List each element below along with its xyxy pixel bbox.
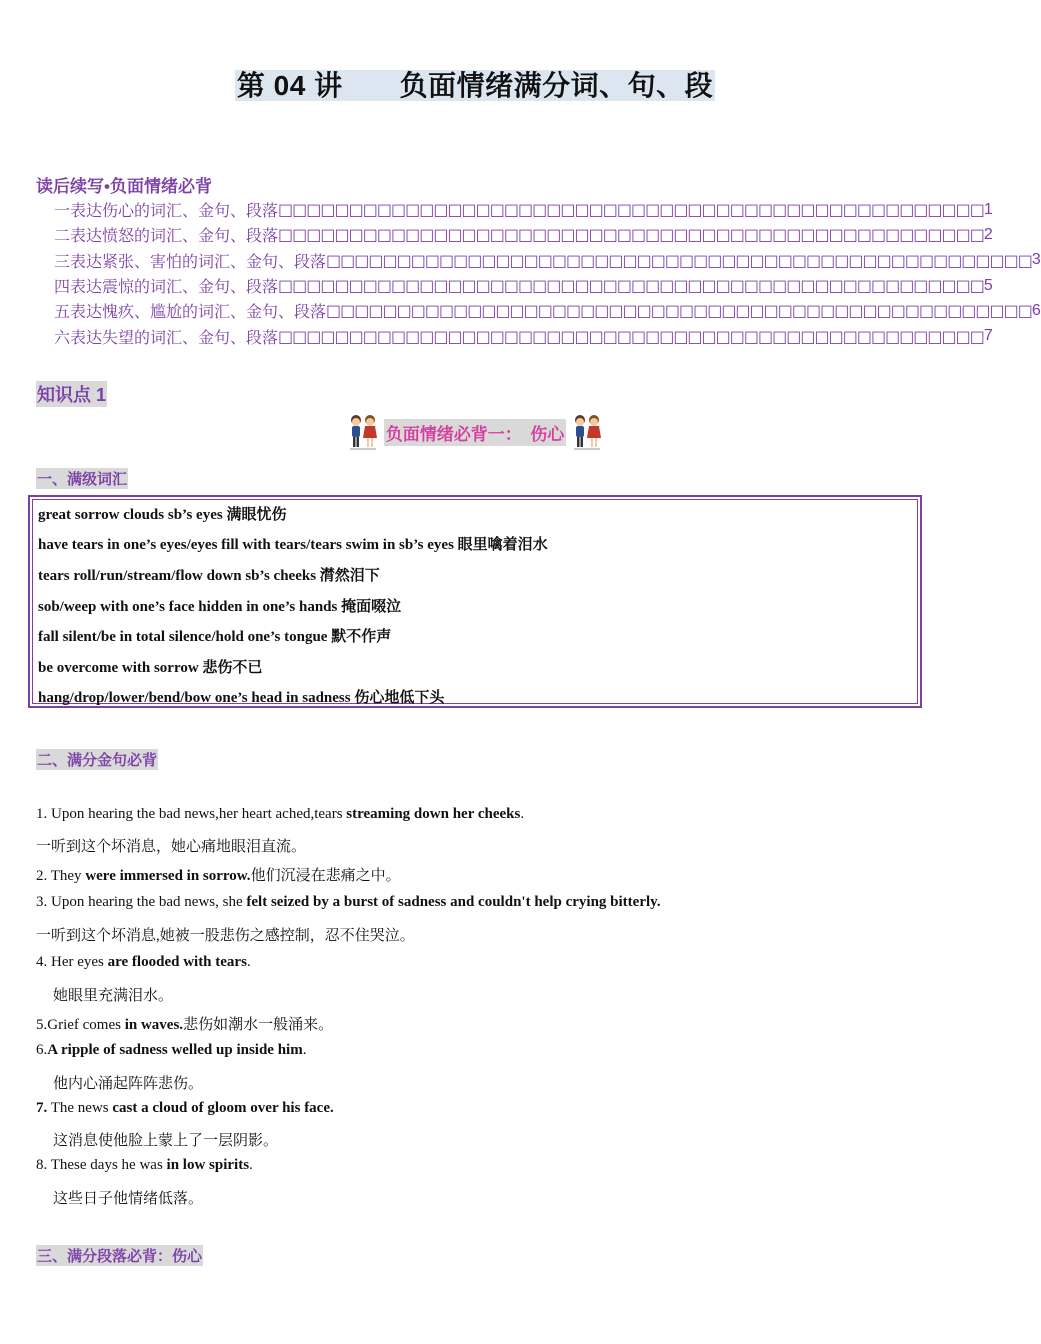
sentence: 7. The news cast a cloud of gloom over his face. bbox=[36, 1100, 334, 1116]
sentence-translation: 她眼里充满泪水。 bbox=[53, 988, 174, 1004]
page-title: 第 04 讲 负面情绪满分词、句、段 bbox=[236, 70, 714, 101]
section-banner bbox=[0, 412, 950, 457]
toc-leader: □□□□□□□□□□□□□□□□□□□□□□□□□□□□□□□□□□□□□□□□□□□□□□□□□□ bbox=[278, 200, 984, 220]
sentence-translation: 一听到这个坏消息，她心痛地眼泪直流。 bbox=[36, 839, 307, 855]
toc-heading: 读后续写•负面情绪必背 bbox=[36, 177, 212, 196]
sentence-translation: 这些日子他情绪低落。 bbox=[53, 1191, 204, 1207]
section-heading-sentences: 二、满分金句必背 bbox=[36, 749, 158, 770]
vocab-row: hang/drop/lower/bend/bow one’s head in sadness 伤心地低下头 bbox=[38, 690, 445, 706]
vocab-row: have tears in one’s eyes/eyes fill with tears/tears swim in sb’s eyes 眼里噙着泪水 bbox=[38, 537, 548, 553]
toc-item[interactable]: 三 表达紧张、害怕的词汇、金句、段落 □□□□□□□□□□□□□□□□□□□□□□□□□□□□□□□□□□□□□□□□□□□□□□□□□□ 3 bbox=[54, 250, 1041, 271]
sentence: 6.A ripple of sadness welled up inside him. bbox=[36, 1042, 307, 1058]
toc-item[interactable]: 五 表达愧疚、尴尬的词汇、金句、段落 □□□□□□□□□□□□□□□□□□□□□□□□□□□□□□□□□□□□□□□□□□□□□□□□□□ 6 bbox=[54, 301, 1041, 322]
kids-clipart-icon bbox=[346, 412, 380, 452]
sentence: 2. They were immersed in sorrow.他们沉浸在悲痛之中。 bbox=[36, 868, 401, 884]
vocab-row: great sorrow clouds sb’s eyes 满眼忧伤 bbox=[38, 507, 287, 523]
sentence: 4. Her eyes are flooded with tears. bbox=[36, 954, 251, 970]
toc-item[interactable]: 二 表达愤怒的词汇、金句、段落 □□□□□□□□□□□□□□□□□□□□□□□□□□□□□□□□□□□□□□□□□□□□□□□□□□ 2 bbox=[54, 225, 993, 246]
knowledge-point-label: 知识点 1 bbox=[36, 381, 107, 407]
toc-leader: □□□□□□□□□□□□□□□□□□□□□□□□□□□□□□□□□□□□□□□□□□□□□□□□□□ bbox=[326, 301, 1032, 321]
toc-item[interactable]: 四 表达震惊的词汇、金句、段落 □□□□□□□□□□□□□□□□□□□□□□□□□□□□□□□□□□□□□□□□□□□□□□□□□□ 5 bbox=[54, 276, 993, 297]
toc-leader: □□□□□□□□□□□□□□□□□□□□□□□□□□□□□□□□□□□□□□□□□□□□□□□□□□ bbox=[278, 276, 984, 296]
sentence: 8. These days he was in low spirits. bbox=[36, 1157, 253, 1173]
toc-leader: □□□□□□□□□□□□□□□□□□□□□□□□□□□□□□□□□□□□□□□□□□□□□□□□□□ bbox=[326, 250, 1032, 270]
sentence: 3. Upon hearing the bad news, she felt seized by a burst of sadness and couldn't help crying bitterly. bbox=[36, 894, 661, 910]
table-of-contents bbox=[50, 197, 1041, 349]
vocab-row: tears roll/run/stream/flow down sb’s cheeks 潸然泪下 bbox=[38, 568, 380, 584]
sentence-translation: 这消息使他脸上蒙上了一层阴影。 bbox=[53, 1133, 279, 1149]
sentence: 5.Grief comes in waves.悲伤如潮水一般涌来。 bbox=[36, 1017, 334, 1033]
sentence: 1. Upon hearing the bad news,her heart ached,tears streaming down her cheeks. bbox=[36, 806, 525, 822]
toc-leader: □□□□□□□□□□□□□□□□□□□□□□□□□□□□□□□□□□□□□□□□□□□□□□□□□□ bbox=[278, 225, 984, 245]
sentence-translation: 一听到这个坏消息,她被一股悲伤之感控制，忍不住哭泣。 bbox=[36, 928, 415, 944]
section-heading-paragraphs: 三、满分段落必背：伤心 bbox=[36, 1245, 203, 1266]
banner-title: 负面情绪必背一： 伤心 bbox=[384, 419, 567, 446]
toc-item[interactable]: 一 表达伤心的词汇、金句、段落 □□□□□□□□□□□□□□□□□□□□□□□□□□□□□□□□□□□□□□□□□□□□□□□□□□ 1 bbox=[54, 200, 993, 221]
vocab-row: sob/weep with one’s face hidden in one’s hands 掩面啜泣 bbox=[38, 599, 402, 615]
vocab-box bbox=[28, 495, 922, 708]
sentence-translation: 他内心涌起阵阵悲伤。 bbox=[53, 1076, 204, 1092]
vocab-row: fall silent/be in total silence/hold one’s tongue 默不作声 bbox=[38, 629, 392, 645]
kids-clipart-icon bbox=[570, 412, 604, 452]
vocab-row: be overcome with sorrow 悲伤不已 bbox=[38, 660, 263, 676]
toc-leader: □□□□□□□□□□□□□□□□□□□□□□□□□□□□□□□□□□□□□□□□□□□□□□□□□□ bbox=[278, 326, 984, 346]
section-heading-vocab: 一、满级词汇 bbox=[36, 468, 128, 489]
toc-item[interactable]: 六 表达失望的词汇、金句、段落 □□□□□□□□□□□□□□□□□□□□□□□□□□□□□□□□□□□□□□□□□□□□□□□□□□ 7 bbox=[54, 326, 993, 347]
